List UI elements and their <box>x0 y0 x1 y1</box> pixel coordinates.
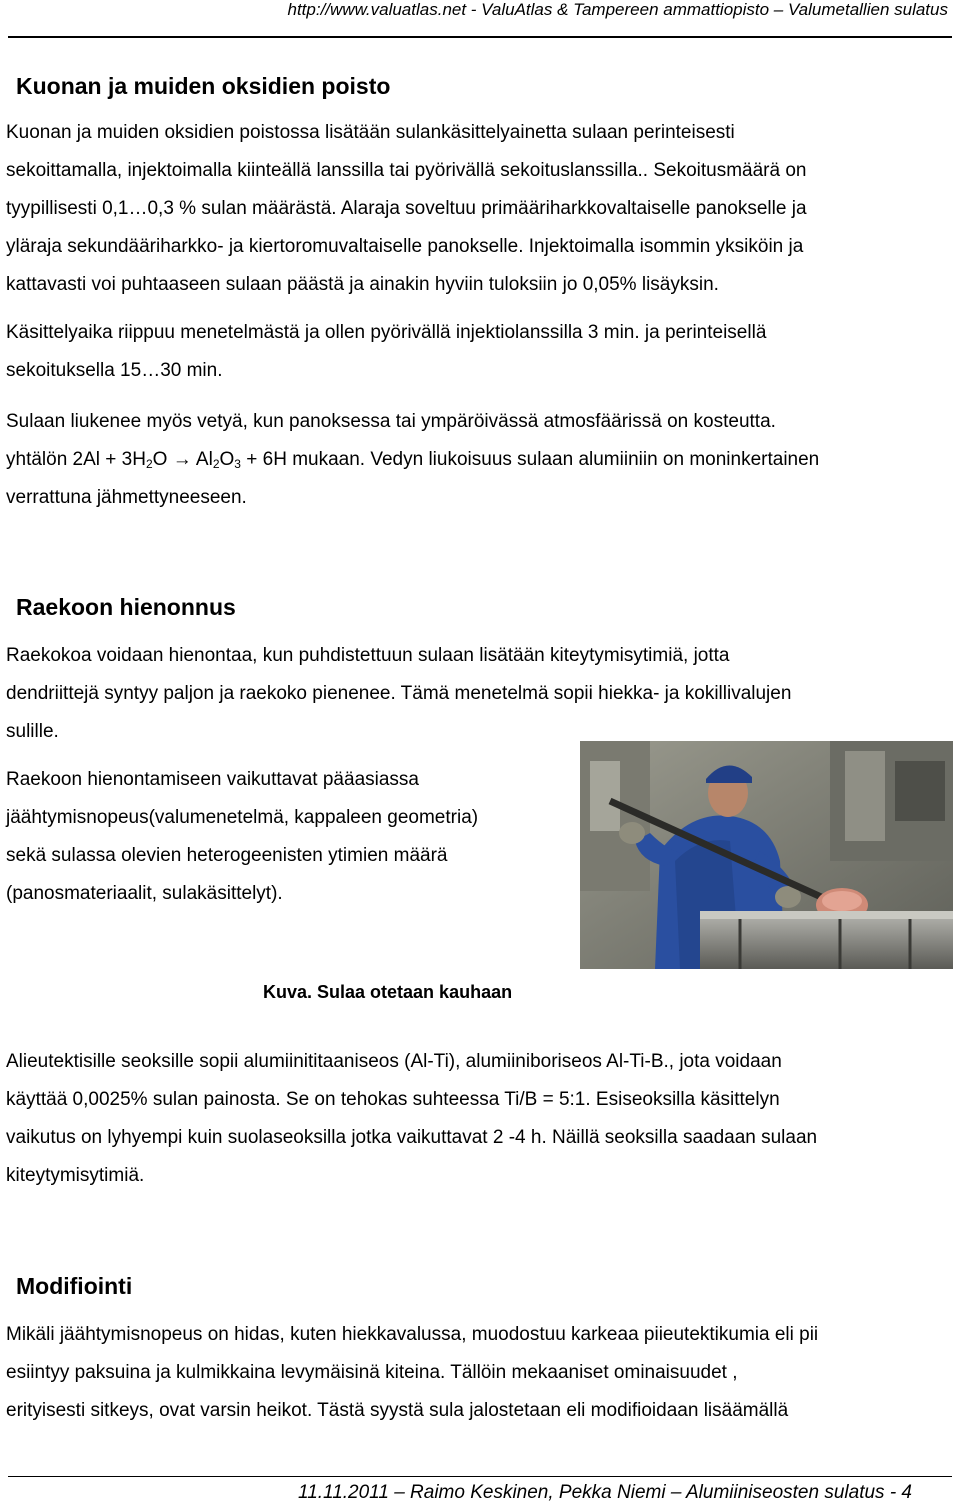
arrow-icon: → <box>172 449 192 470</box>
text-line: sekä sulassa olevien heterogeenisten ytimien määrä <box>6 845 448 866</box>
foundry-photo <box>580 741 953 969</box>
paragraph-master-alloys <box>6 1043 817 1195</box>
text-line: kiteytymisytimiä. <box>6 1165 145 1186</box>
text-line: Raekoon hienontamiseen vaikuttavat pääasiassa <box>6 769 419 790</box>
section-title-modifiointi: Modifiointi <box>16 1273 133 1299</box>
foundry-photo-illustration <box>580 741 953 969</box>
paragraph-grain-refining <box>6 637 791 751</box>
paragraph-grain-factors <box>6 761 478 913</box>
text-line: kattavasti voi puhtaaseen sulaan päästä ja ainakin hyviin tuloksiin jo 0,05% lisäyksin. <box>6 274 719 295</box>
text-line: Käsittelyaika riippuu menetelmästä ja ollen pyörivällä injektiolanssilla 3 min. ja perinteisellä <box>6 322 767 343</box>
text-line: esiintyy paksuina ja kulmikkaina levymäisinä kiteina. Tällöin mekaaniset ominaisuudet , <box>6 1362 738 1383</box>
text-line: Mikäli jäähtymisnopeus on hidas, kuten hiekkavalussa, muodostuu karkeaa piieutektikumia eli pii <box>6 1324 819 1345</box>
paragraph-modification <box>6 1316 818 1430</box>
text-line: erityisesti sitkeys, ovat varsin heikot. Tästä syystä sula jalostetaan eli modifioidaan lisäämällä <box>6 1400 789 1421</box>
text-line: Sulaan liukenee myös vetyä, kun panoksessa tai ympäröivässä atmosfäärissä on kosteutta. <box>6 411 776 432</box>
text-line: dendriittejä syntyy paljon ja raekoko pienenee. Tämä menetelmä sopii hiekka- ja kokillivalujen <box>6 683 792 704</box>
footer-rule <box>8 1476 952 1477</box>
text-line: Kuonan ja muiden oksidien poistossa lisätään sulankäsittelyainetta sulaan perinteisesti <box>6 122 735 143</box>
photo-caption: Kuva. Sulaa otetaan kauhaan <box>263 982 513 1002</box>
text-line: yläraja sekundääriharkko- ja kiertoromuvaltaiselle panokselle. Injektoimalla isommin yksiköin ja <box>6 236 804 257</box>
section-title-kuonan: Kuonan ja muiden oksidien poisto <box>16 73 391 99</box>
text-line: Raekokoa voidaan hienontaa, kun puhdistettuun sulaan lisätään kiteytymisytimiä, jotta <box>6 645 730 666</box>
equation-line: yhtälön $2Al + 3H_2O \to Al_2O_3 + 6H$ mukaan. Vedyn liukoisuus sulaan alumiiniin on moninkertainen <box>6 449 820 471</box>
text-line: sekoituksella 15…30 min. <box>6 360 223 381</box>
paragraph-processing-time <box>6 314 766 390</box>
text-line: Alieutektisille seoksille sopii alumiinititaaniseos (Al-Ti), alumiiniboriseos Al-Ti-B., jota voidaan <box>6 1051 782 1072</box>
text-line: sekoittamalla, injektoimalla kiinteällä lanssilla tai pyörivällä sekoituslanssilla.. Sekoitusmäärä on <box>6 160 807 181</box>
text-line: (panosmateriaalit, sulakäsittelyt). <box>6 883 283 904</box>
text-line: jäähtymisnopeus(valumenetelmä, kappaleen geometria) <box>6 807 479 828</box>
header-rule <box>8 36 952 38</box>
page-footer: 11.11.2011 – Raimo Keskinen, Pekka Niemi – Alumiiniseosten sulatus - 4 <box>298 1482 912 1503</box>
paragraph-hydrogen <box>6 403 819 517</box>
paragraph-oxide-removal <box>6 114 807 304</box>
text-line: verrattuna jähmettyneeseen. <box>6 487 247 508</box>
text-line: tyypillisesti 0,1…0,3 % sulan määrästä. Alaraja soveltuu primääriharkkovaltaiselle panokselle ja <box>6 198 807 219</box>
text-line: vaikutus on lyhyempi kuin suolaseoksilla jotka vaikuttavat 2 -4 h. Näillä seoksilla saadaan sulaan <box>6 1127 818 1148</box>
text-line: käyttää 0,0025% sulan painosta. Se on tehokas suhteessa Ti/B = 5:1. Esiseoksilla käsittelyn <box>6 1089 780 1110</box>
section-title-raekoon: Raekoon hienonnus <box>16 594 236 620</box>
page-header: http://www.valuatlas.net - ValuAtlas & Tampereen ammattiopisto – Valumetallien sulatus <box>287 0 948 19</box>
text-line: sulille. <box>6 721 59 742</box>
